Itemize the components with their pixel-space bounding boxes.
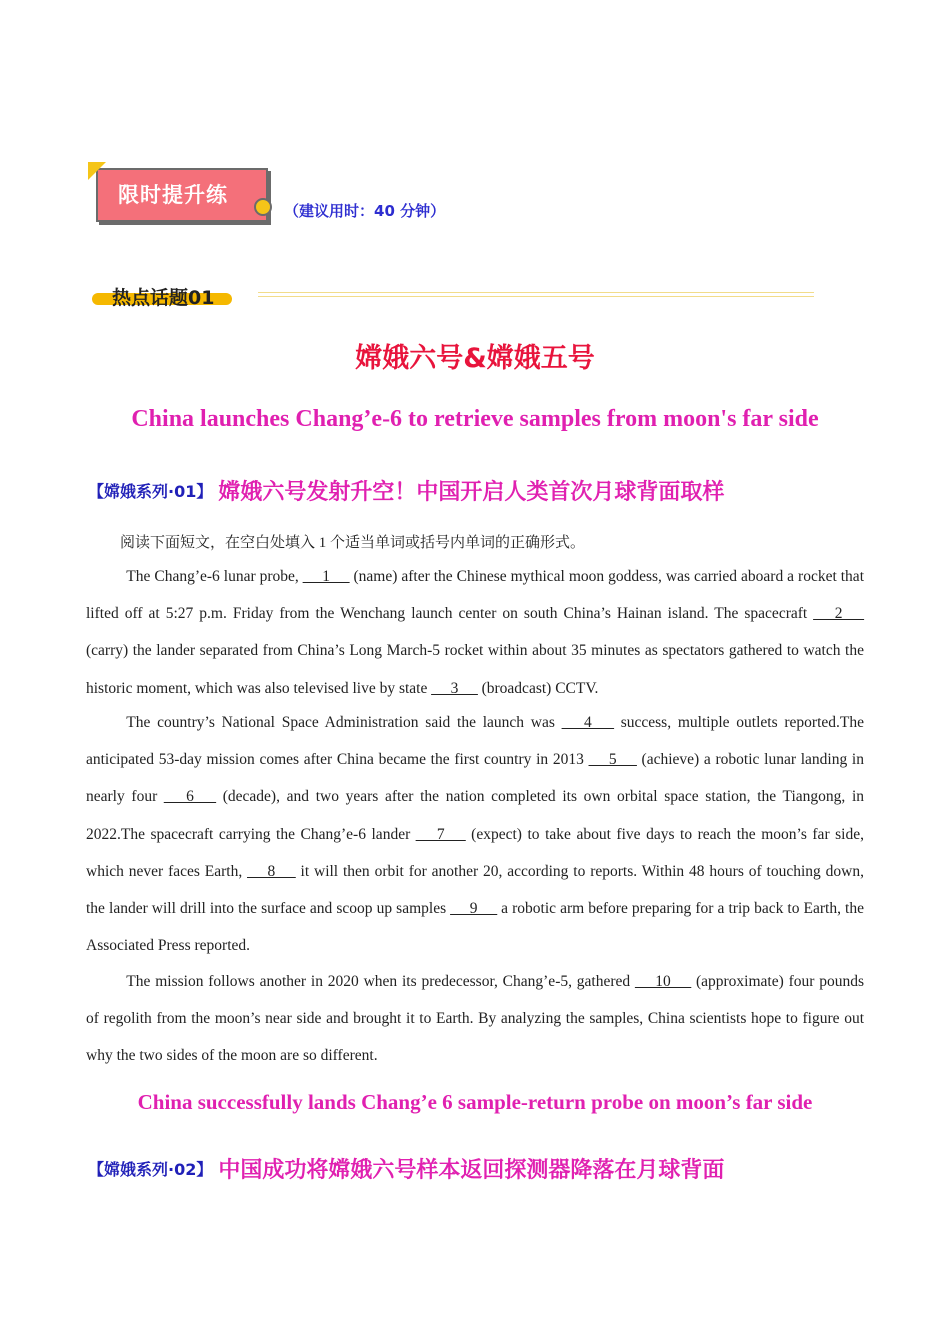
section1-en-heading: China launches Chang’e-6 to retrieve samples from moon's far side — [131, 406, 819, 432]
paragraph-1 — [86, 558, 864, 707]
passage-text: The country’s National Space Administration said the launch was — [126, 714, 562, 731]
passage-text: (expect) to take about five days to reach the moon’s far side, which never faces Earth, — [86, 825, 864, 880]
badge-dot-icon — [254, 198, 272, 216]
passage-text: (broadcast) CCTV. — [477, 679, 599, 697]
series-tag: 【嫦娥系列·02】 — [88, 1160, 213, 1179]
section2-series-heading — [88, 1153, 724, 1184]
passage-text: (carry) the lander separated from China’s Long March-5 rocket within about 35 minutes as spectators gathered to watch the historic moment, which was also televised live by state — [86, 642, 864, 697]
passage-text: success, multiple outlets reported.The anticipated 53-day mission comes after China became the first country in 2013 — [86, 714, 864, 769]
series-cn-title: 中国成功将嫦娥六号样本返回探测器降落在月球背面 — [218, 1158, 725, 1183]
passage-text: a robotic arm before preparing for a trip back to Earth, the Associated Press reported. — [86, 900, 864, 955]
series-cn-title: 嫦娥六号发射升空！中国开启人类首次月球背面取样 — [218, 480, 725, 505]
section1-series-heading — [88, 475, 724, 506]
passage-text: (name) after the Chinese mythical moon goddess, was carried aboard a rocket that lifted off at 5:27 p.m. Friday from the Wenchang launch center on south China’s Hainan island. The spacecraft — [86, 568, 864, 623]
blank-2: __ 2 __ — [813, 605, 864, 623]
blank-4: __ 4 __ — [561, 714, 614, 731]
series-tag: 【嫦娥系列·01】 — [88, 482, 213, 501]
passage-text: The Chang’e-6 lunar probe, — [126, 568, 303, 585]
passage-text: The mission follows another in 2020 when its predecessor, Chang’e-5, gathered — [126, 973, 635, 990]
paragraph-2 — [86, 704, 864, 964]
practice-badge — [88, 162, 274, 226]
topic-divider — [258, 292, 814, 297]
section2-en-heading: China successfully lands Chang’e 6 sample-return probe on moon’s far side — [137, 1090, 813, 1114]
blank-7: __ 7 __ — [415, 825, 466, 843]
passage-text: (approximate) four pounds of regolith from the moon’s near side and brought it to Earth. By analyzing the samples, China scientists hope to figure out why the two sides of the moon are so different. — [86, 973, 865, 1065]
blank-1: __ 1 __ — [302, 568, 350, 585]
instruction: 阅读下面短文，在空白处填入 1 个适当单词或括号内单词的正确形式。 — [120, 535, 586, 551]
passage-text: (decade), and two years after the nation completed its own orbital space station, the Tiangong, in 2022.The spacecraft carrying the Chang’e-6 lander — [86, 788, 865, 843]
badge-label: 限时提升练 — [118, 183, 228, 207]
time-hint: （建议用时：40 分钟） — [284, 202, 446, 220]
blank-8: __ 8 __ — [247, 862, 296, 880]
blank-9: __ 9 __ — [450, 900, 498, 918]
blank-5: __ 5 __ — [588, 751, 637, 769]
topic-label: 热点话题01 — [112, 287, 215, 309]
main-title: 嫦娥六号&嫦娥五号 — [355, 343, 595, 374]
paragraph-3 — [86, 963, 864, 1075]
badge-corner-icon — [88, 162, 106, 180]
blank-6: __ 6 __ — [163, 788, 217, 806]
passage-text: it will then orbit for another 20, according to reports. Within 48 hours of touching down, the lander will drill into the surface and scoop up samples — [86, 862, 864, 918]
passage-text: (achieve) a robotic lunar landing in nearly four — [86, 751, 864, 806]
blank-3: __ 3 __ — [431, 679, 478, 697]
blank-10: __ 10 __ — [634, 973, 692, 990]
